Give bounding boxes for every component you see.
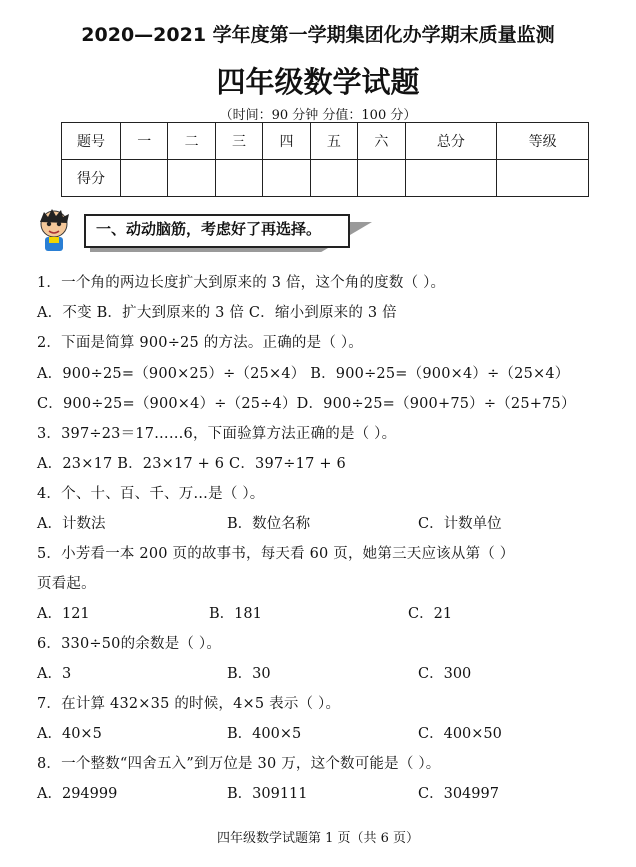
question-8: 8．一个整数“四舍五入”到万位是 30 万，这个数可能是（ ）。	[37, 756, 441, 772]
question-6: 6．330÷50的余数是（ ）。	[37, 636, 222, 652]
section-banner	[34, 208, 394, 258]
question-3-options: A．23×17 B．23×17 + 6 C．397÷17 + 6	[37, 456, 346, 472]
cartoon-boy-icon	[34, 208, 74, 254]
question-5-option-a: A．121	[37, 606, 90, 622]
question-5: 5．小芳看一本 200 页的故事书，每天看 60 页，她第三天应该从第（ ）	[37, 546, 515, 562]
question-6-option-a: A．3	[37, 666, 72, 682]
score-cell[interactable]	[168, 160, 215, 197]
question-5-option-b: B．181	[209, 606, 262, 622]
question-7: 7．在计算 432×35 的时候，4×5 表示（ ）。	[37, 696, 341, 712]
question-1: 1．一个角的两边长度扩大到原来的 3 倍，这个角的度数（ ）。	[37, 275, 446, 291]
score-table	[61, 122, 589, 197]
score-cell[interactable]	[215, 160, 262, 197]
table-cell: 四	[263, 123, 310, 160]
page-footer: 四年级数学试题第 1 页（共 6 页）	[216, 831, 420, 846]
question-8-option-c: C．304997	[418, 786, 499, 802]
exam-meta: （时间：90 分钟 分值：100 分）	[219, 108, 417, 123]
table-cell: 一	[121, 123, 168, 160]
question-7-option-c: C．400×50	[418, 726, 502, 742]
table-cell: 总分	[405, 123, 497, 160]
question-4-option-c: C．计数单位	[418, 516, 502, 532]
question-1-options: A．不变 B．扩大到原来的 3 倍 C．缩小到原来的 3 倍	[37, 305, 397, 321]
score-cell[interactable]	[121, 160, 168, 197]
exam-title: 四年级数学试题	[216, 65, 420, 99]
score-cell[interactable]	[497, 160, 589, 197]
question-6-option-c: C．300	[418, 666, 472, 682]
table-cell: 得分	[62, 160, 121, 197]
question-2-options-ab: A．900÷25=（900×25）÷（25×4） B．900÷25=（900×4）÷（25×4）	[37, 366, 570, 382]
question-8-option-b: B．309111	[227, 786, 308, 802]
question-7-option-b: B．400×5	[227, 726, 302, 742]
question-3: 3．397÷23＝17……6，下面验算方法正确的是（ ）。	[37, 426, 397, 442]
score-cell[interactable]	[358, 160, 405, 197]
table-cell: 二	[168, 123, 215, 160]
question-5-option-c: C．21	[408, 606, 453, 622]
question-2: 2．下面是简算 900÷25 的方法。正确的是（ ）。	[37, 335, 363, 351]
table-cell: 题号	[62, 123, 121, 160]
question-7-option-a: A．40×5	[37, 726, 102, 742]
question-8-option-a: A．294999	[37, 786, 118, 802]
score-table-score-row	[62, 160, 589, 197]
table-cell: 五	[310, 123, 357, 160]
question-5-continued: 页看起。	[37, 576, 96, 592]
table-cell: 六	[358, 123, 405, 160]
score-cell[interactable]	[263, 160, 310, 197]
table-cell: 等级	[497, 123, 589, 160]
question-6-option-b: B．30	[227, 666, 271, 682]
question-4-option-a: A．计数法	[37, 516, 106, 532]
question-2-options-cd: C．900÷25=（900×4）÷（25÷4）D．900÷25=（900+75）÷（25+75）	[37, 396, 576, 412]
question-4-option-b: B．数位名称	[227, 516, 311, 532]
score-cell[interactable]	[405, 160, 497, 197]
table-cell: 三	[215, 123, 262, 160]
score-table-header-row	[62, 123, 589, 160]
question-4: 4．个、十、百、千、万…是（ ）。	[37, 486, 265, 502]
section-title: 一、动动脑筋，考虑好了再选择。	[96, 220, 322, 238]
score-cell[interactable]	[310, 160, 357, 197]
exam-header: 2020—2021 学年度第一学期集团化办学期末质量监测	[81, 24, 555, 46]
